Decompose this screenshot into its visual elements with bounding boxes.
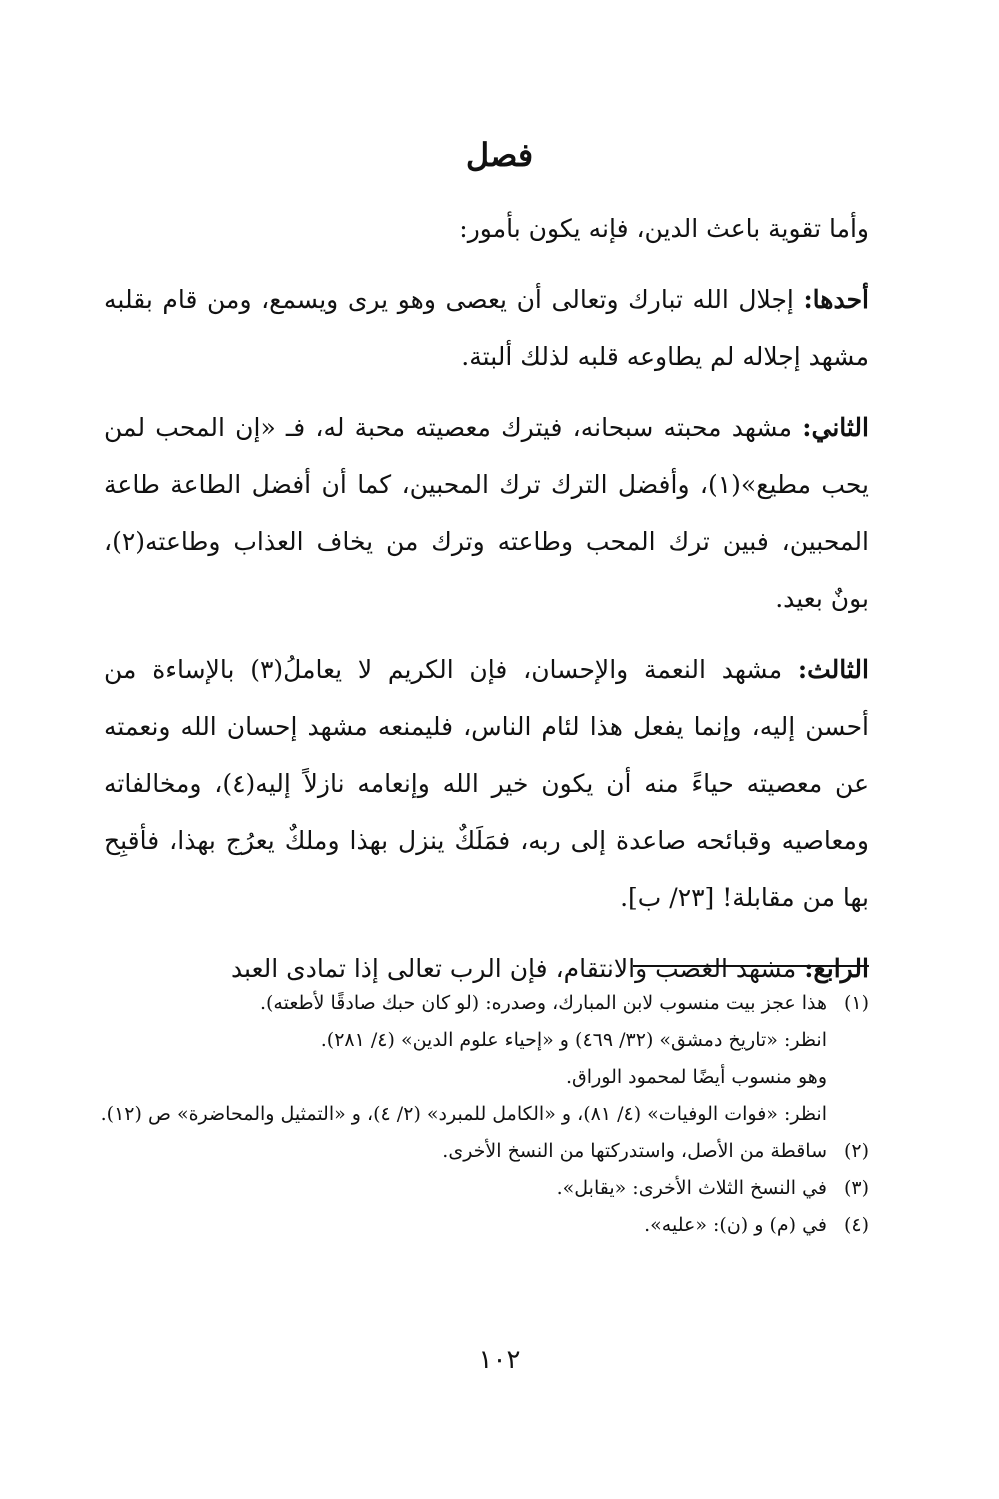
footnote-number: (٢) [843, 1140, 869, 1162]
page-number: ١٠٢ [478, 1345, 521, 1375]
intro-paragraph: وأما تقوية باعث الدين، فإنه يكون بأمور: [459, 214, 869, 243]
footnote-line: في النسخ الثلاث الأخرى: «يقابل». [556, 1177, 827, 1199]
footnote-line: وهو منسوب أيضًا لمحمود الوراق. [566, 1066, 827, 1088]
footnote-text [100, 1170, 827, 1207]
main-text [104, 200, 869, 1011]
paragraph-lead: أحدها: [803, 285, 869, 314]
section-title: فصل [465, 136, 534, 174]
paragraph-lead: الرابع: [804, 954, 869, 983]
footnote-line: في (م) و (ن): «عليه». [644, 1214, 827, 1236]
footnote-divider [633, 965, 869, 967]
paragraph-text: إجلال الله تبارك وتعالى أن يعصى وهو يرى ويسمع، ومن قام بقلبه مشهد إجلاله لم يطاوعه قلبه لذلك ألبتة. [104, 285, 869, 371]
footnote-item [100, 1133, 869, 1170]
paragraph-text: مشهد النعمة والإحسان، فإن الكريم لا يعاملُ(٣) بالإساءة من أحسن إليه، وإنما يفعل هذا لئام الناس، فليمنعه مشهد إحسان الله ونعمته عن معصيته حياءً منه أن يكون خير الله وإنعامه نازلاً إليه(٤)، ومخالفاته ومعاصيه وقبائحه صاعدة إلى ربه، فمَلَكٌ ينزل بهذا وملكٌ يعرُج بهذا، فأقبِح بها من مقابلة! [٢٣/ ب]. [104, 655, 869, 912]
footnote-line: ساقطة من الأصل، واستدركتها من النسخ الأخرى. [442, 1140, 827, 1162]
footnote-item [100, 985, 869, 1133]
footnote-line: انظر: «فوات الوفيات» (٤/ ٨١)، و «الكامل للمبرد» (٢/ ٤)، و «التمثيل والمحاضرة» ص (١٢). [100, 1103, 827, 1125]
paragraph-text: مشهد محبته سبحانه، فيترك معصيته محبة له، فـ «إن المحب لمن يحب مطيع»(١)، وأفضل الترك ترك المحبين، كما أن أفضل الطاعة طاعة المحبين، فبين ترك المحب وطاعته وترك من يخاف العذاب وطاعته(٢)، بونٌ بعيد. [104, 413, 870, 613]
paragraph-third [104, 641, 869, 926]
paragraph-lead: الثاني: [802, 413, 869, 442]
footnote-number: (٣) [843, 1177, 869, 1199]
footnote-line: هذا عجز بيت منسوب لابن المبارك، وصدره: (لو كان حبك صادقًا لأطعته). [259, 992, 827, 1014]
footnote-text [100, 1133, 827, 1170]
footnote-item [100, 1170, 869, 1207]
footnote-text [100, 985, 827, 1133]
footnote-line: انظر: «تاريخ دمشق» (٣٢/ ٤٦٩) و «إحياء علوم الدين» (٤/ ٢٨١). [320, 1029, 827, 1051]
footnote-number: (١) [843, 992, 869, 1014]
footnote-text [100, 1207, 827, 1244]
paragraph-second [104, 399, 869, 627]
paragraph-first [104, 271, 869, 385]
footnotes [100, 985, 869, 1244]
paragraph-lead: الثالث: [797, 655, 869, 684]
footnote-item [100, 1207, 869, 1244]
paragraph-text: مشهد الغضب والانتقام، فإن الرب تعالى إذا تمادى العبد [230, 954, 805, 983]
footnote-number: (٤) [843, 1214, 869, 1236]
